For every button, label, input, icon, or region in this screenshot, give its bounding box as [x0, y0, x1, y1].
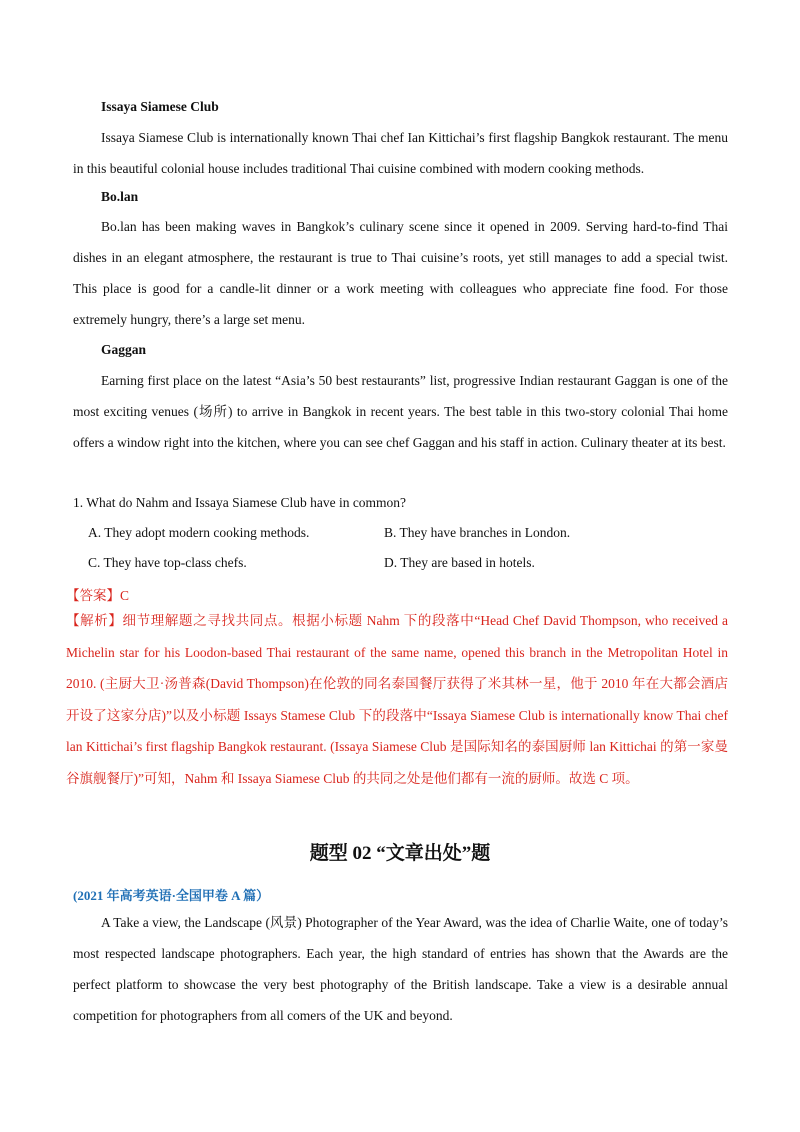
- section-title: 题型 02 “文章出处”题: [309, 843, 491, 864]
- gaggan-heading: Gaggan: [101, 342, 147, 357]
- bolan-paragraph: Bo.lan has been making waves in Bangkok’s culinary scene since it opened in 2009. Serving hard-to-find Thai dishes in an elegant atmosphere, the restaurant is true to Thai cuisine’s roots, yet still manages to add a special twist. This place is good for a candle-lit dinner or a work meeting with colleagues who appreciate fine food. For those extremely hungry, there’s a large set menu.: [73, 219, 728, 327]
- option-c: C. They have top-class chefs.: [88, 555, 247, 570]
- answer-label: 【答案】C: [66, 588, 130, 603]
- issaya-heading: Issaya Siamese Club: [101, 99, 219, 114]
- issaya-paragraph: Issaya Siamese Club is internationally known Thai chef Ian Kittichai’s first flagship Bangkok restaurant. The menu in this beautiful colonial house includes traditional Thai cuisine combined with modern cooking methods.: [73, 130, 728, 176]
- option-a: A. They adopt modern cooking methods.: [88, 525, 310, 540]
- section-paragraph: A Take a view, the Landscape (风景) Photographer of the Year Award, was the idea of Charlie Waite, one of today’s most respected landscape photographers. Each year, the high standard of entries has shown that the Awards are the perfect platform to showcase the very best photography of the British landscape. Take a view is a desirable annual competition for photographers from all comers of the UK and beyond.: [73, 915, 728, 1023]
- question-stem: 1. What do Nahm and Issaya Siamese Club have in common?: [73, 495, 407, 510]
- section-source: (2021 年高考英语·全国甲卷 A 篇）: [73, 888, 270, 903]
- bolan-heading: Bo.lan: [101, 189, 139, 204]
- option-b: B. They have branches in London.: [384, 525, 571, 540]
- option-d: D. They are based in hotels.: [384, 555, 535, 570]
- gaggan-paragraph: Earning first place on the latest “Asia’s 50 best restaurants” list, progressive Indian restaurant Gaggan is one of the most exciting venues (场所) to arrive in Bangkok in recent years. The best table in this two-story colonial Thai home offers a window right into the kitchen, where you can see chef Gaggan and his staff in action. Culinary theater at its best.: [73, 373, 728, 450]
- answer-analysis: 【解析】细节理解题之寻找共同点。根据小标题 Nahm 下的段落中“Head Chef David Thompson, who received a Michelin star for his Loodon-based Thai restaurant of the same name, opened this branch in the Metropolitan Hotel in 2010. (主厨大卫·汤普森(David Thompson)在伦敦的同名泰国餐厅获得了米其林一星，他于 2010 年在大都会酒店开设了这家分店)”以及小标题 Issays Stamese Club 下的段落中“Issaya Siamese Club is internationally know Thai chef lan Kittichai’s first flagship Bangkok restaurant. (Issaya Siamese Club 是国际知名的泰国厨师 lan Kittichai 的第一家曼谷旗舰餐厅)”可知，Nahm 和 Issaya Siamese Club 的共同之处是他们都有一流的厨师。故选 C 项。: [66, 613, 728, 786]
